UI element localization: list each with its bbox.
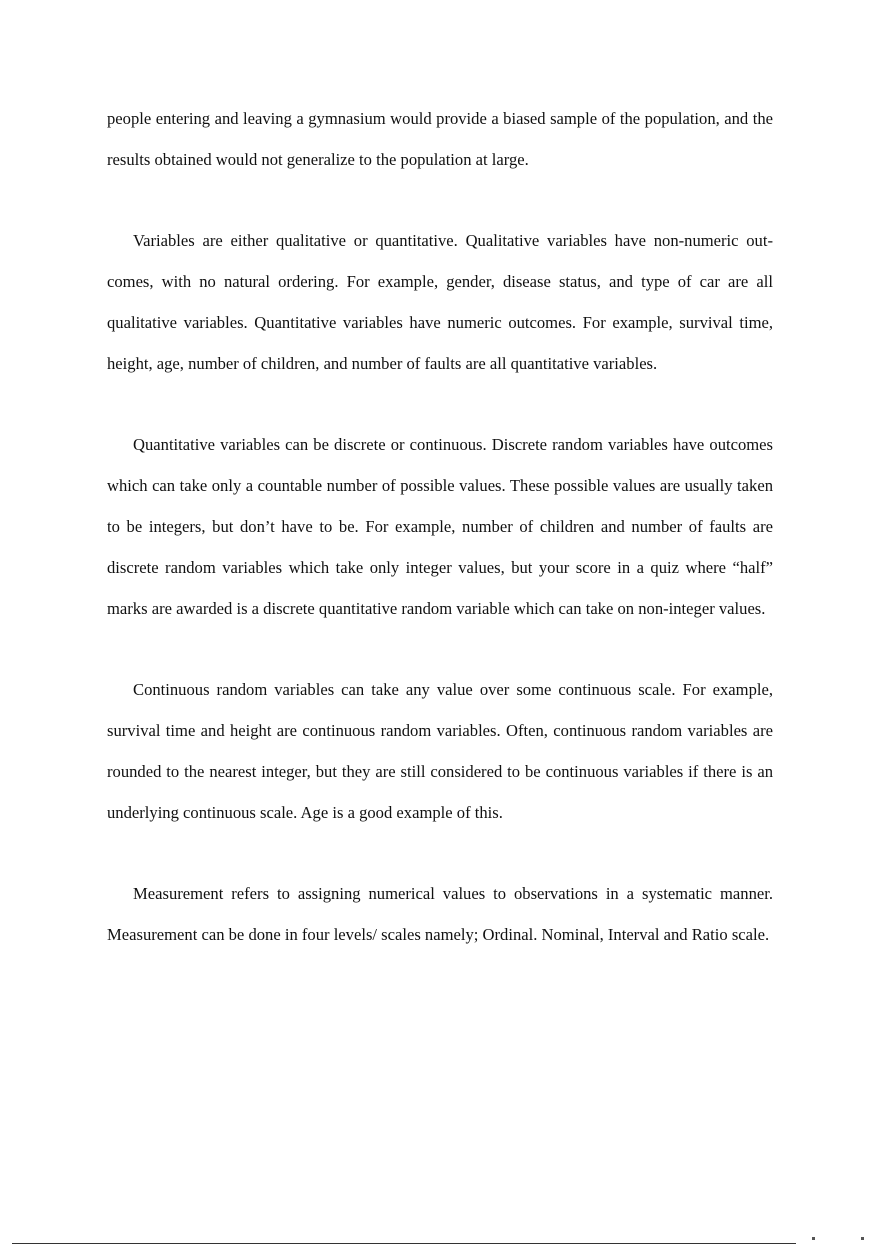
paragraph-variable-types: Variables are either qualitative or quantitative. Qualitative variables have non-numeric out-comes, with no natural ordering. For example, gender, disease status, and type of car are all qualitative variables. Quantitative variables have numeric outcomes. For example, survival time, height, age, number of children, and number of faults are all quantitative variables. <box>107 231 773 373</box>
corner-mark <box>861 1237 864 1240</box>
corner-mark <box>812 1237 815 1240</box>
paragraph-gap <box>107 385 773 426</box>
paragraph-discrete-continuous: Quantitative variables can be discrete or continuous. Discrete random variables have outcomes which can take only a countable number of possible values. These possible values are usually taken to be integers, but don’t have to be. For example, number of children and number of faults are discrete random variables which take only integer values, but your score in a quiz where “half” marks are awarded is a discrete quantitative random variable which can take on non-integer values. <box>107 435 773 618</box>
paragraph-gap <box>107 833 773 874</box>
paragraph-gap <box>107 629 773 670</box>
paragraph-gap <box>107 181 773 222</box>
paragraph-continuation: people entering and leaving a gymnasium would provide a biased sample of the population, and the results obtained would not generalize to the population at large. <box>107 109 773 169</box>
paragraph-continuous-variables: Continuous random variables can take any value over some continuous scale. For example, survival time and height are continuous random variables. Often, continuous random variables are rounded to the nearest integer, but they are still considered to be continuous variables if there is an underlying continuous scale. Age is a good example of this. <box>107 680 773 822</box>
paragraph-measurement: Measurement refers to assigning numerical values to observations in a systematic manner. Measurement can be done in four levels/ scales namely; Ordinal. Nominal, Interval and Ratio scale. <box>107 884 773 944</box>
footer-rule <box>12 1243 796 1244</box>
document-body <box>107 99 773 956</box>
